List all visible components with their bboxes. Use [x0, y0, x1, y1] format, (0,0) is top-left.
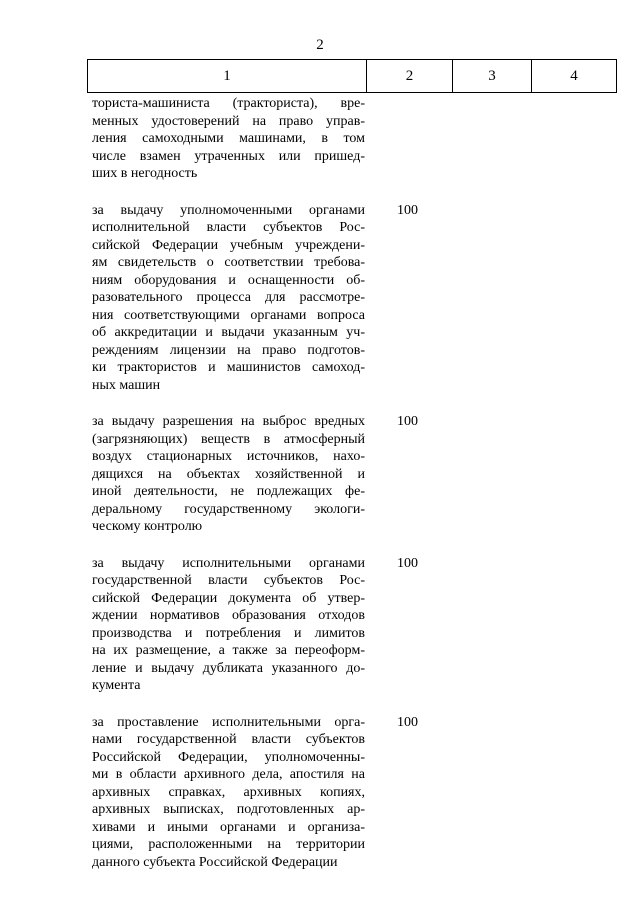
- table-row: [87, 555, 612, 695]
- entry-text-line: за выдачу исполнительными органами: [92, 555, 365, 571]
- column-header-3: 3: [453, 60, 532, 93]
- entry-text-line: дящихся на объектах хозяйственной и: [92, 466, 365, 482]
- entry-text-line: менных удостоверений на право управ-: [92, 113, 365, 129]
- table-row: [87, 95, 612, 183]
- entry-text-line: (загрязняющих) веществ в атмосферный: [92, 431, 365, 447]
- entry-text-line: ям свидетельств о соответствии требова-: [92, 255, 365, 270]
- entry-text-line: ческому контролю: [92, 519, 203, 534]
- table-header-row: [88, 60, 617, 93]
- entry-text-line: деральному государственному экологи-: [92, 501, 365, 517]
- table-header: [87, 59, 617, 93]
- entry-description: [87, 413, 365, 536]
- table-body: [87, 95, 612, 890]
- entry-description: [87, 555, 365, 695]
- entry-text-line: нами государственной власти субъектов: [92, 732, 365, 747]
- entry-amount: 100: [397, 202, 418, 218]
- column-header-4: 4: [532, 60, 617, 93]
- column-header-2: 2: [367, 60, 453, 93]
- entry-amount: 100: [397, 714, 418, 730]
- page-number: 2: [316, 37, 324, 53]
- entry-text-line: производства и потребления и лимитов: [92, 625, 365, 641]
- table-row: [87, 202, 612, 395]
- entry-text-line: за выдачу уполномоченными органами: [92, 202, 365, 218]
- entry-text-line: ление и выдачу дубликата указанного до-: [92, 660, 365, 676]
- entry-text-line: разовательного процесса для рассмотре-: [92, 290, 365, 305]
- table-row: [87, 413, 612, 536]
- entry-text-line: воздух стационарных источников, нахо-: [92, 449, 365, 464]
- entry-text-line: ния соответствующими органами вопроса: [92, 307, 365, 323]
- entry-text-line: ниям оборудования и оснащенности об-: [92, 272, 365, 288]
- entry-amount: 100: [397, 414, 418, 429]
- table-row: [87, 714, 612, 872]
- entry-text-line: кумента: [92, 678, 141, 693]
- entry-text-line: об аккредитации и выдачи указанным уч-: [92, 325, 365, 340]
- entry-text-line: данного субъекта Российской Федерации: [92, 854, 338, 870]
- entry-text-line: государственной власти субъектов Рос-: [92, 573, 365, 588]
- entry-amount: 100: [397, 555, 418, 571]
- entry-text-line: иной деятельности, не подлежащих фе-: [92, 484, 365, 499]
- entry-text-line: исполнительной власти субъектов Рос-: [92, 220, 365, 235]
- entry-description: [87, 714, 365, 872]
- entry-text-line: сийской Федерации документа об утвер-: [92, 590, 365, 606]
- entry-text-line: реждениям лицензии на право подготов-: [92, 342, 365, 358]
- entry-text-line: за проставление исполнительными орга-: [92, 714, 365, 730]
- entry-text-line: хивами и иными органами и организа-: [92, 819, 365, 835]
- entry-text-line: циями, расположенными на территории: [92, 837, 365, 852]
- entry-text-line: Российской Федерации, уполномоченны-: [92, 749, 365, 765]
- column-header-1: 1: [88, 60, 367, 93]
- entry-text-line: на их размещение, а также за переоформ-: [92, 643, 365, 658]
- entry-text-line: ления самоходными машинами, в том: [92, 131, 365, 146]
- entry-description: [87, 95, 365, 183]
- entry-text-line: архивных выписках, подготовленных ар-: [92, 802, 365, 817]
- entry-text-line: сийской Федерации учебным учреждени-: [92, 237, 365, 253]
- entry-description: [87, 202, 365, 395]
- entry-text-line: ждении нормативов образования отходов: [92, 608, 365, 623]
- entry-text-line: за выдачу разрешения на выброс вредных: [92, 414, 365, 429]
- entry-text-line: архивных справках, архивных копиях,: [92, 784, 365, 800]
- entry-text-line: ки трактористов и машинистов самоход-: [92, 360, 365, 375]
- entry-text-line: ми в области архивного дела, апостиля на: [92, 767, 365, 782]
- entry-text-line: числе взамен утраченных или пришед-: [92, 148, 365, 164]
- entry-text-line: ших в негодность: [92, 166, 198, 181]
- entry-text-line: ториста-машиниста (тракториста), вре-: [92, 96, 365, 111]
- entry-text-line: ных машин: [92, 377, 161, 393]
